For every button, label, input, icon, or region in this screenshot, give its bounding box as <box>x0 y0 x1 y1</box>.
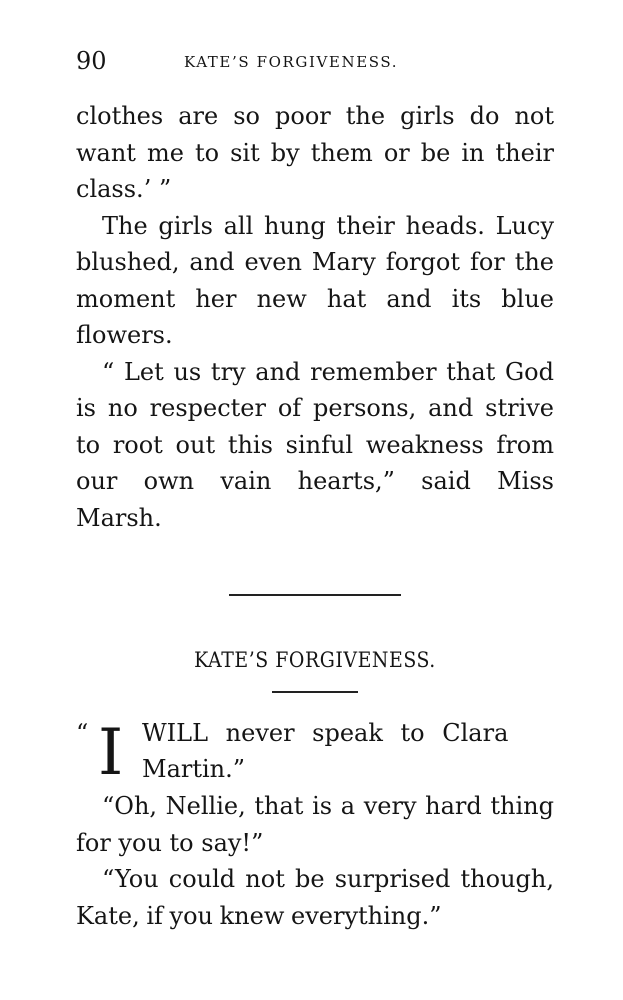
chapter-title-rule <box>272 691 358 693</box>
section-divider <box>229 594 401 596</box>
running-head <box>76 44 554 80</box>
opening-line-2: Martin.” <box>142 755 246 783</box>
page-number: 90 <box>76 47 107 75</box>
paragraph-oh-nellie: “Oh, Nellie, that is a very hard thing for you to say!” <box>76 792 554 857</box>
opening-quote-mark: “ <box>76 719 89 747</box>
opening-line-1: WILL never speak to Clara <box>142 719 509 747</box>
paragraph-girls-hung-heads: The girls all hung their heads. Lucy blushed, and even Mary forgot for the moment her new hat and its blue flowers. <box>76 211 554 349</box>
running-title: KATE’S FORGIVENESS. <box>184 53 399 71</box>
chapter-title: KATE’S FORGIVENESS. <box>194 648 436 672</box>
paragraph-continued: clothes are so poor the girls do not want me to sit by them or be in their class.’ ” <box>76 102 554 203</box>
paragraph-kate-reply: “You could not be surprised though, Kate, if you knew everything.” <box>76 865 554 930</box>
opening-paragraph <box>76 715 554 788</box>
drop-cap-letter: I <box>98 716 124 790</box>
book-page <box>76 44 554 934</box>
paragraph-miss-marsh: “ Let us try and remember that God is no respecter of persons, and strive to root out this sinful weakness from our own vain hearts,” said Miss Marsh. <box>76 357 554 532</box>
